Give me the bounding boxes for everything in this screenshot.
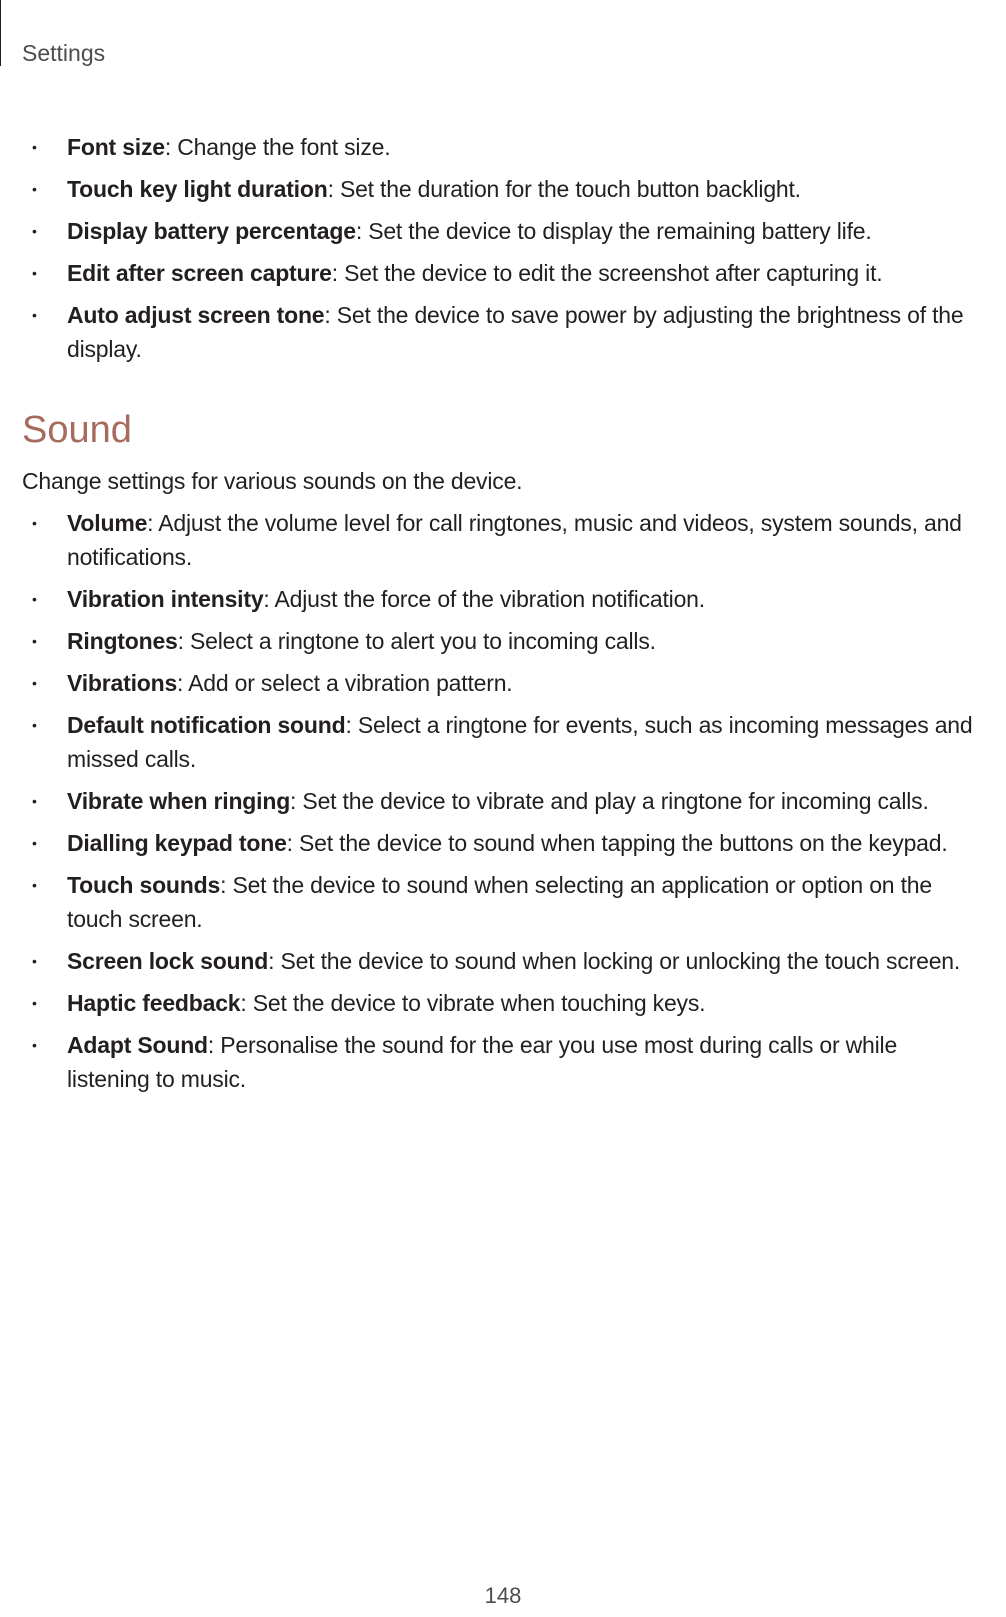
section-intro: Change settings for various sounds on the device.: [22, 468, 523, 494]
bullet-icon: •: [32, 835, 37, 851]
item-term: Touch key light duration: [67, 176, 328, 202]
list-item: [22, 986, 982, 1020]
item-description: : Add or select a vibration pattern.: [177, 670, 513, 696]
item-term: Touch sounds: [67, 872, 221, 898]
list-item: [22, 256, 982, 290]
list-item: [22, 130, 982, 164]
list-item: [22, 708, 982, 776]
item-term: Font size: [67, 134, 165, 160]
item-term: Adapt Sound: [67, 1032, 208, 1058]
item-term: Vibrations: [67, 670, 178, 696]
section-title-sound: Sound: [22, 409, 132, 451]
item-description: : Set the device to display the remaining battery life.: [355, 218, 872, 244]
bullet-icon: •: [32, 139, 37, 155]
item-term: Screen lock sound: [67, 948, 269, 974]
bullet-icon: •: [32, 675, 37, 691]
display-settings-list: [22, 130, 982, 366]
item-description: : Set the device to vibrate when touching keys.: [240, 990, 706, 1016]
item-term: Vibration intensity: [67, 586, 264, 612]
list-item: [22, 944, 982, 978]
item-description: : Set the device to sound when selecting an application or option on the touch screen.: [67, 872, 932, 932]
running-header: Settings: [22, 40, 106, 66]
item-description: : Change the font size.: [164, 134, 391, 160]
item-term: Display battery percentage: [67, 218, 356, 244]
item-term: Default notification sound: [67, 712, 346, 738]
bullet-icon: •: [32, 953, 37, 969]
item-description: : Set the device to sound when tapping the buttons on the keypad.: [286, 830, 948, 856]
list-item: [22, 784, 982, 818]
list-item: [22, 666, 982, 700]
item-description: : Set the device to sound when locking or unlocking the touch screen.: [268, 948, 961, 974]
page-content: [22, 130, 982, 1104]
item-term: Vibrate when ringing: [67, 788, 291, 814]
item-description: : Set the duration for the touch button backlight.: [327, 176, 801, 202]
item-description: : Set the device to vibrate and play a ringtone for incoming calls.: [290, 788, 929, 814]
bullet-icon: •: [32, 633, 37, 649]
bullet-icon: •: [32, 1037, 37, 1053]
list-item: [22, 214, 982, 248]
bullet-icon: •: [32, 515, 37, 531]
item-description: : Adjust the volume level for call ringtones, music and videos, system sounds, and notifications.: [67, 510, 962, 570]
item-term: Edit after screen capture: [67, 260, 332, 286]
list-item: [22, 582, 982, 616]
list-item: [22, 172, 982, 206]
bullet-icon: •: [32, 717, 37, 733]
item-description: : Select a ringtone for events, such as incoming messages and missed calls.: [67, 712, 973, 772]
item-description: : Set the device to save power by adjusting the brightness of the display.: [67, 302, 964, 362]
list-item: [22, 1028, 982, 1096]
item-description: : Select a ringtone to alert you to incoming calls.: [177, 628, 656, 654]
item-term: Ringtones: [67, 628, 178, 654]
bullet-icon: •: [32, 995, 37, 1011]
sound-settings-list: [22, 506, 982, 1096]
bullet-icon: •: [32, 307, 37, 323]
item-description: : Set the device to edit the screenshot after capturing it.: [331, 260, 883, 286]
bullet-icon: •: [32, 181, 37, 197]
bullet-icon: •: [32, 223, 37, 239]
page-number: 148: [484, 1583, 522, 1608]
item-term: Dialling keypad tone: [67, 830, 287, 856]
list-item: [22, 624, 982, 658]
item-term: Haptic feedback: [67, 990, 241, 1016]
list-item: [22, 298, 982, 366]
item-description: : Adjust the force of the vibration notification.: [263, 586, 705, 612]
bullet-icon: •: [32, 877, 37, 893]
bullet-icon: •: [32, 793, 37, 809]
list-item: [22, 868, 982, 936]
bullet-icon: •: [32, 591, 37, 607]
bullet-icon: •: [32, 265, 37, 281]
list-item: [22, 826, 982, 860]
item-term: Volume: [67, 510, 148, 536]
item-term: Auto adjust screen tone: [67, 302, 325, 328]
item-description: : Personalise the sound for the ear you use most during calls or while listening to music.: [67, 1032, 898, 1092]
list-item: [22, 506, 982, 574]
corner-rule: [0, 0, 1, 66]
